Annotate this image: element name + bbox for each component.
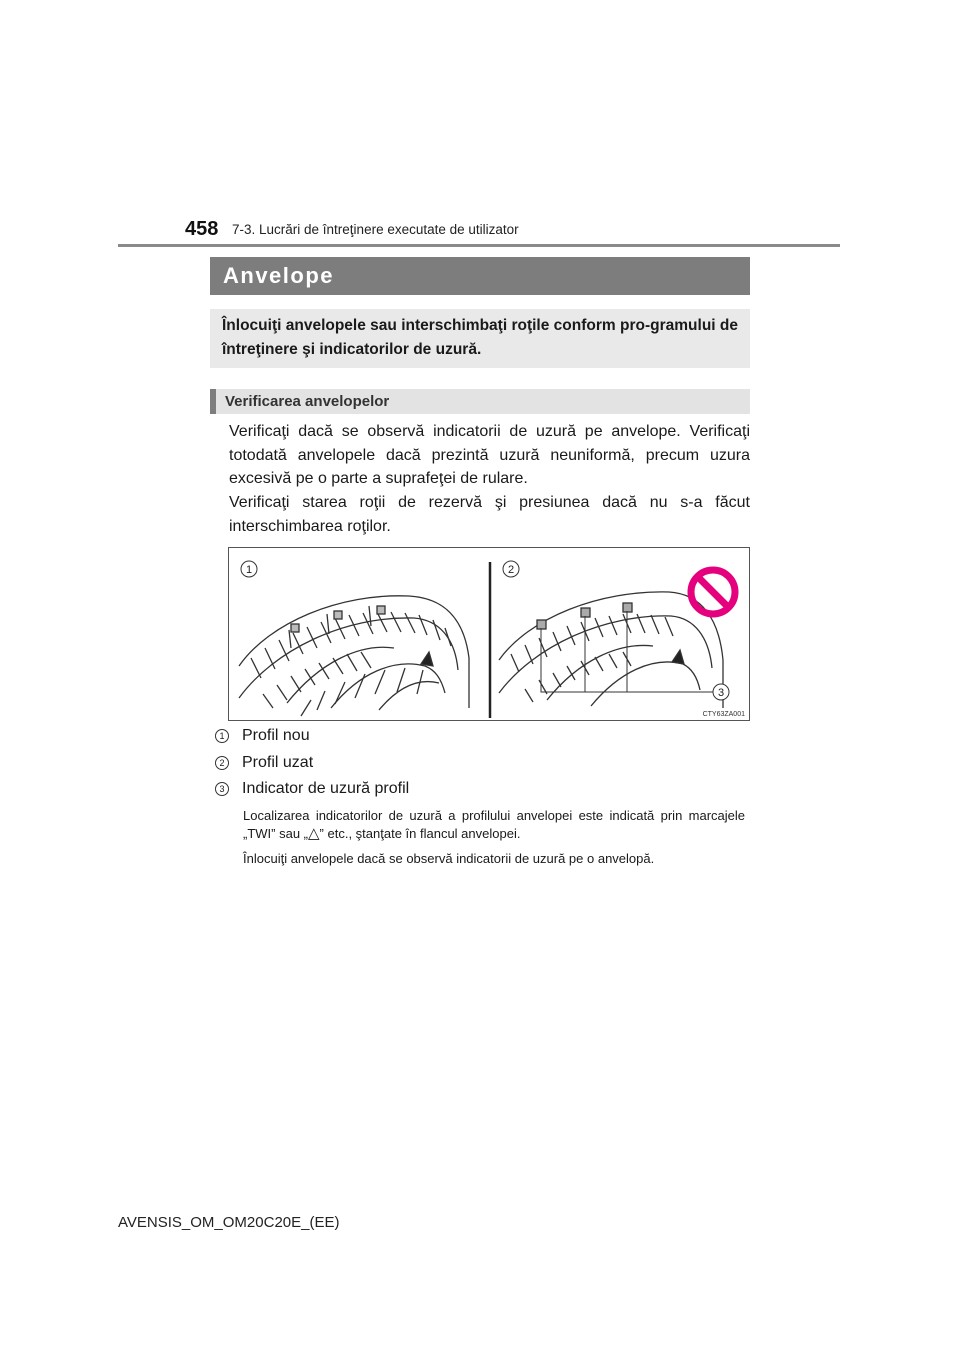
tire-illustration — [229, 548, 751, 722]
chapter-title: 7-3. Lucrări de întreţinere executate de utilizator — [232, 222, 519, 237]
tire-figure — [228, 547, 750, 721]
legend-number: 3 — [215, 782, 229, 796]
paragraph-1: Verificaţi dacă se observă indicatorii de uzură pe anvelope. Verificaţi totodată anvelopele dacă prezintă uzură neuniformă, precum uzura excesivă pe o parte a suprafeţei de rulare. — [229, 423, 750, 487]
legend-text: Indicator de uzură profil — [242, 780, 410, 797]
svg-text:1: 1 — [245, 564, 253, 576]
subsection-title: Verificarea anvelopelor — [210, 389, 750, 414]
callout-1 — [241, 561, 257, 577]
callout-2 — [503, 561, 519, 577]
section-intro: Înlocuiţi anvelopele sau interschimbaţi roţile conform pro-gramului de întreţinere şi indicatorilor de uzură. — [210, 309, 750, 368]
legend-text: Profil uzat — [242, 754, 314, 771]
note-replace: Înlocuiţi anvelopele dacă se observă indicatorii de uzură pe o anvelopă. — [243, 851, 655, 866]
paragraph-2: Verificaţi starea roţii de rezervă şi presiunea dacă nu s-a făcut interschimbarea roţilor. — [229, 494, 750, 535]
svg-text:2: 2 — [507, 564, 515, 576]
legend-text: Profil nou — [242, 727, 310, 744]
prohibition-icon — [691, 570, 735, 614]
triangle-icon: △ — [308, 825, 320, 842]
worn-tread-tire — [499, 592, 723, 708]
note-text-start: Localizarea indicatorilor de uzură a profilului anvelopei este indicată prin marcajele „TWI” sau „ — [243, 808, 745, 841]
figure-code: CTY63ZA001 — [702, 711, 745, 718]
note-twi-location — [243, 807, 745, 843]
legend-number: 1 — [215, 729, 229, 743]
note-text-end: ” etc., ştanţate în flancul anvelopei. — [319, 826, 521, 841]
section-title: Anvelope — [210, 257, 750, 295]
svg-text:3: 3 — [717, 687, 725, 699]
legend-number: 2 — [215, 756, 229, 770]
page-number: 458 — [185, 218, 219, 240]
header-rule — [118, 244, 840, 247]
callout-3 — [713, 684, 729, 700]
new-tread-tire — [239, 596, 469, 716]
footer-code: AVENSIS_OM_OM20C20E_(EE) — [118, 1214, 340, 1231]
